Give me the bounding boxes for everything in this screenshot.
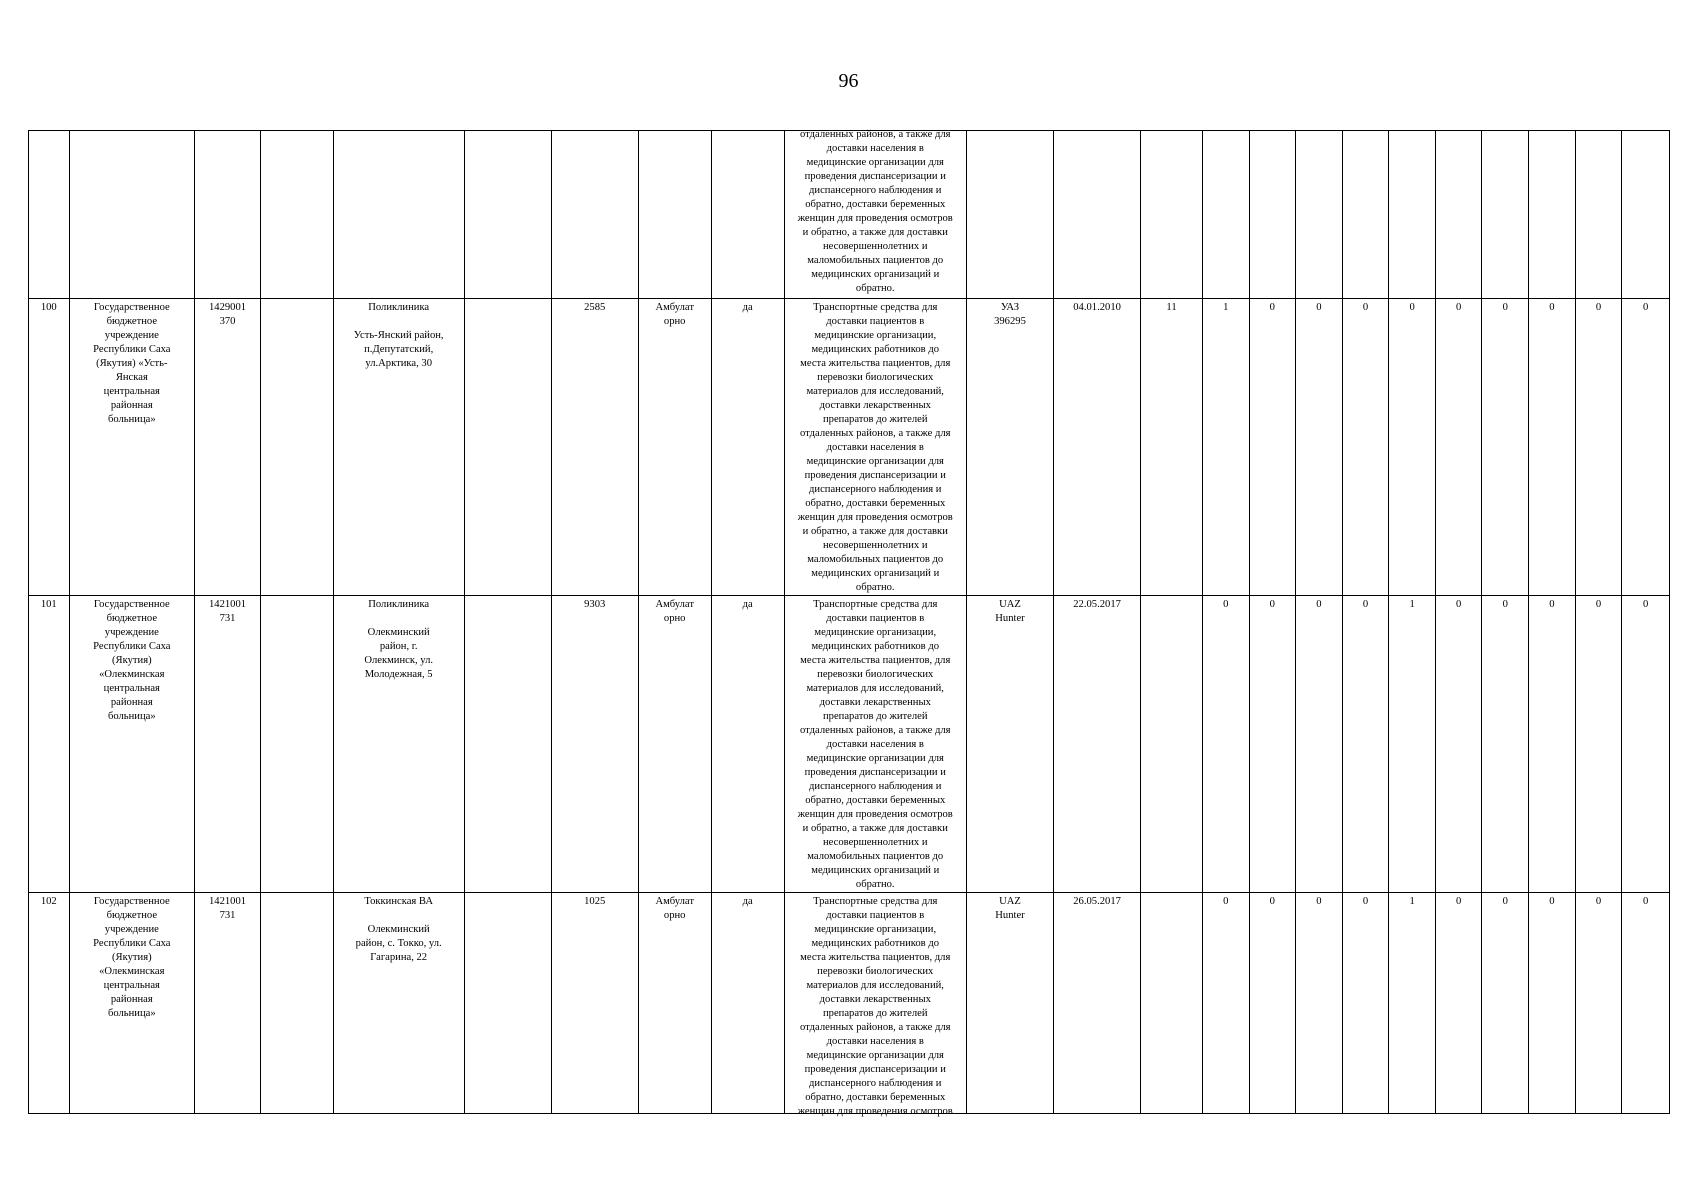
cell-org: Государственное бюджетное учреждение Республики Саха (Якутия) «Усть- Янская центральная районная больница» <box>69 299 195 596</box>
cell-inn: 1429001 370 <box>195 299 261 596</box>
cell-org <box>69 131 195 299</box>
cell-count <box>1622 131 1670 299</box>
cell-empty <box>464 893 551 1114</box>
cell-count: 0 <box>1435 299 1482 596</box>
page-number: 96 <box>838 70 859 92</box>
cell-count: 1 <box>1202 299 1249 596</box>
cell-inn: 1421001 731 <box>195 893 261 1114</box>
cell-flag: да <box>711 893 784 1114</box>
cell-count <box>1435 131 1482 299</box>
cell-count: 0 <box>1575 596 1622 893</box>
cell-vehicle: UAZ Hunter <box>966 596 1053 893</box>
cell-date: 26.05.2017 <box>1054 893 1141 1114</box>
cell-pop: 1025 <box>551 893 638 1114</box>
cell-count: 0 <box>1529 596 1576 893</box>
cell-count: 1 <box>1389 893 1436 1114</box>
cell-num <box>29 131 70 299</box>
cell-count: 0 <box>1482 299 1529 596</box>
cell-num: 101 <box>29 596 70 893</box>
cell-empty <box>260 596 333 893</box>
cell-purpose: Транспортные средства для доставки пациентов в медицинские организации, медицинских работников до места жительства пациентов, для перевозки биологических материалов для исследований, доставки лекарственных препаратов до жителей отдаленных районов, а также для доставки населения в медицинские организации для проведения диспансеризации и диспансерного наблюдения и обратно, доставки беременных женщин для проведения осмотров и обратно, а также для доставки несовершеннолетних и маломобильных пациентов до медицинских организаций и обратно. <box>784 596 966 893</box>
cell-count: 0 <box>1249 596 1296 893</box>
cell-purpose: Транспортные средства для доставки пациентов в медицинские организации, медицинских работников до места жительства пациентов, для перевозки биологических материалов для исследований, доставки лекарственных препаратов до жителей отдаленных районов, а также для доставки населения в медицинские организации для проведения диспансеризации и диспансерного наблюдения и обратно, доставки беременных женщин для проведения осмотров и обратно, а также для доставки несовершеннолетних и маломобильных пациентов до медицинских организаций и обратно. <box>784 299 966 596</box>
cell-count: 0 <box>1482 893 1529 1114</box>
cell-count: 0 <box>1342 299 1389 596</box>
cell-count <box>1529 131 1576 299</box>
cell-vehicle: UAZ Hunter <box>966 893 1053 1114</box>
cell-count: 0 <box>1435 893 1482 1114</box>
cell-age <box>1141 893 1203 1114</box>
cell-facility: Токкинская ВА Олекминский район, с. Токко, ул. Гагарина, 22 <box>333 893 464 1114</box>
vehicle-table <box>28 129 1670 1117</box>
cell-count <box>1575 131 1622 299</box>
cell-count: 1 <box>1389 596 1436 893</box>
table-row <box>29 596 1670 893</box>
cell-vehicle: УАЗ 396295 <box>966 299 1053 596</box>
cell-count <box>1296 131 1343 299</box>
cell-empty <box>464 131 551 299</box>
cell-count <box>1342 131 1389 299</box>
cell-vehicle <box>966 131 1053 299</box>
cell-empty <box>260 893 333 1114</box>
cell-count: 0 <box>1529 299 1576 596</box>
cell-date <box>1054 131 1141 299</box>
cell-count: 0 <box>1296 299 1343 596</box>
cell-flag <box>711 131 784 299</box>
cell-count: 0 <box>1389 299 1436 596</box>
cell-facility: Поликлиника Олекминский район, г. Олекминск, ул. Молодежная, 5 <box>333 596 464 893</box>
cell-type: Амбулат орно <box>638 299 711 596</box>
cell-count: 0 <box>1575 299 1622 596</box>
cell-type <box>638 131 711 299</box>
cell-pop: 2585 <box>551 299 638 596</box>
cell-age <box>1141 596 1203 893</box>
cell-count: 0 <box>1435 596 1482 893</box>
cell-count: 0 <box>1575 893 1622 1114</box>
cell-count: 0 <box>1296 596 1343 893</box>
cell-empty <box>260 131 333 299</box>
cell-count: 0 <box>1482 596 1529 893</box>
cell-pop <box>551 131 638 299</box>
cell-pop: 9303 <box>551 596 638 893</box>
cell-count: 0 <box>1529 893 1576 1114</box>
purpose-text: Транспортные средства для доставки пациентов в медицинские организации, медицинских работников до места жительства пациентов, для перевозки биологических материалов для исследований, доставки лекарственных препаратов до жителей отдаленных районов, а также для доставки населения в медицинские организации для проведения диспансеризации и диспансерного наблюдения и обратно, доставки беременных женщин для проведения осмотров <box>797 896 953 1117</box>
cell-count <box>1249 131 1296 299</box>
cell-age <box>1141 131 1203 299</box>
cell-empty <box>464 596 551 893</box>
cell-type: Амбулат орно <box>638 893 711 1114</box>
cell-empty <box>464 299 551 596</box>
cell-org: Государственное бюджетное учреждение Республики Саха (Якутия) «Олекминская центральная районная больница» <box>69 893 195 1114</box>
cell-type: Амбулат орно <box>638 596 711 893</box>
cell-count: 0 <box>1296 893 1343 1114</box>
cell-inn <box>195 131 261 299</box>
cell-count: 0 <box>1202 893 1249 1114</box>
cell-count: 0 <box>1202 596 1249 893</box>
cell-count: 0 <box>1622 299 1670 596</box>
cell-purpose <box>784 893 966 1117</box>
cell-purpose <box>784 131 966 299</box>
cell-empty <box>260 299 333 596</box>
cell-count <box>1389 131 1436 299</box>
cell-count <box>1482 131 1529 299</box>
cell-count: 0 <box>1249 893 1296 1114</box>
cell-num: 102 <box>29 893 70 1114</box>
cell-date: 22.05.2017 <box>1054 596 1141 893</box>
cell-count <box>1202 131 1249 299</box>
cell-count: 0 <box>1342 596 1389 893</box>
cell-flag: да <box>711 596 784 893</box>
cell-count: 0 <box>1622 893 1670 1114</box>
table-row <box>29 299 1670 596</box>
table-row <box>29 893 1670 1114</box>
cell-num: 100 <box>29 299 70 596</box>
table-row-continuation <box>29 131 1670 299</box>
cell-inn: 1421001 731 <box>195 596 261 893</box>
cell-count: 0 <box>1342 893 1389 1114</box>
cell-facility: Поликлиника Усть-Янский район, п.Депутатский, ул.Арктика, 30 <box>333 299 464 596</box>
cell-flag: да <box>711 299 784 596</box>
cell-age: 11 <box>1141 299 1203 596</box>
cell-facility <box>333 131 464 299</box>
purpose-continuation-text: отдаленных районов, а также для доставки населения в медицинские организации для проведения диспансеризации и диспансерного наблюдения и обратно, доставки беременных женщин для проведения осмотров и обратно, а также для доставки несовершеннолетних и маломобильных пациентов до медицинских организаций и обратно. <box>797 129 953 294</box>
cell-org: Государственное бюджетное учреждение Республики Саха (Якутия) «Олекминская центральная районная больница» <box>69 596 195 893</box>
cell-count: 0 <box>1622 596 1670 893</box>
cell-count: 0 <box>1249 299 1296 596</box>
cell-date: 04.01.2010 <box>1054 299 1141 596</box>
